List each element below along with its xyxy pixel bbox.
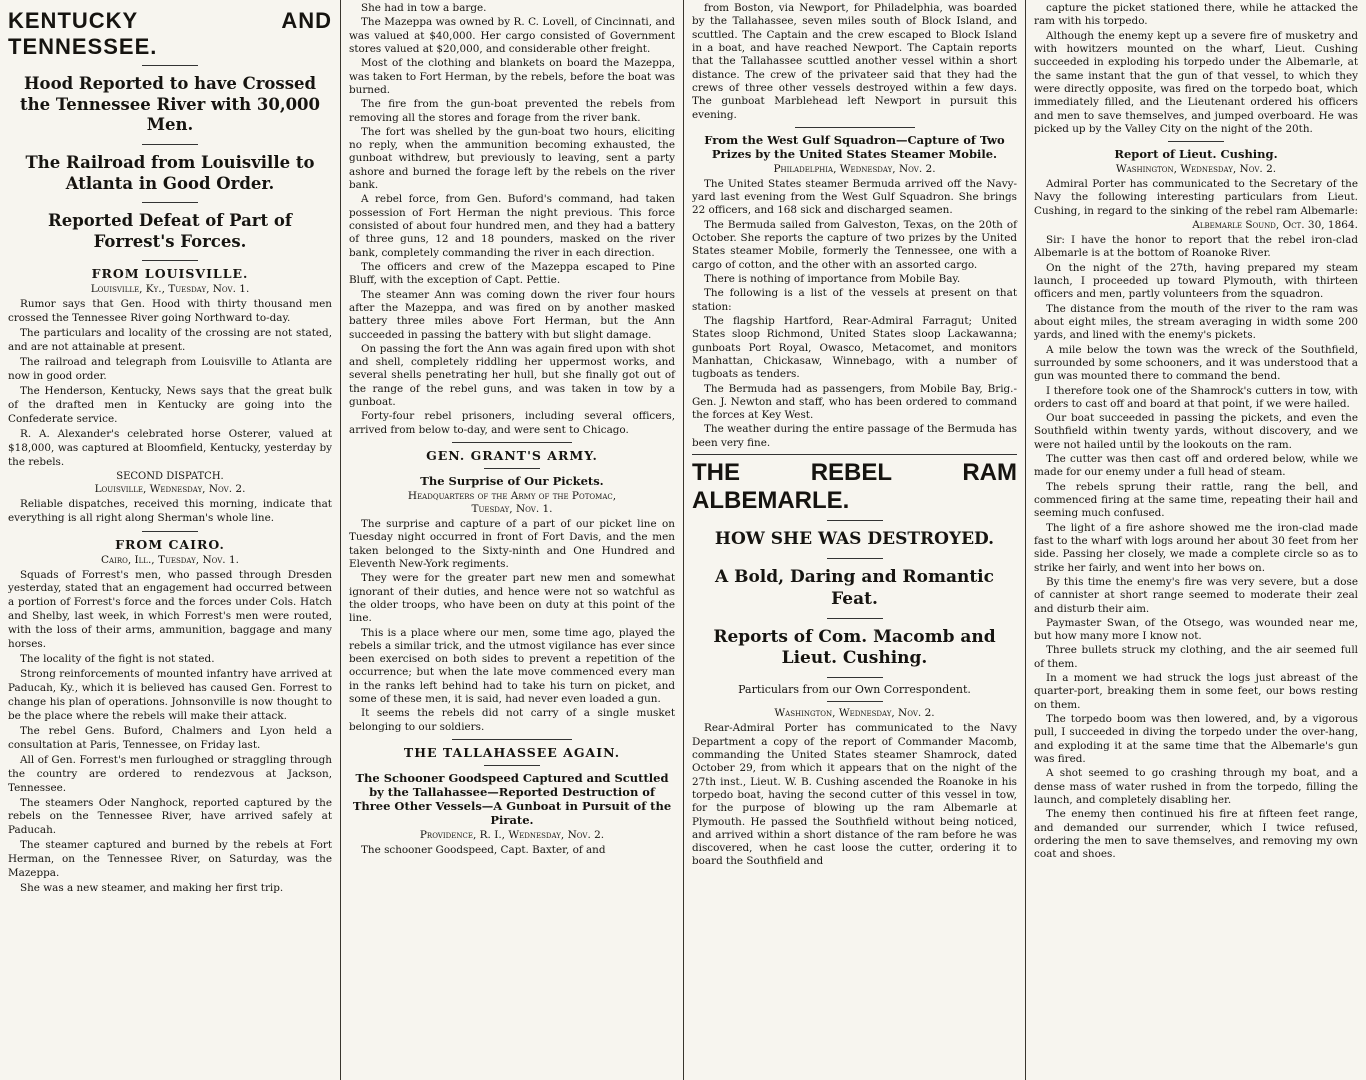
- paragraph: Reliable dispatches, received this morning, indicate that everything is all right along Sherman's whole line.: [8, 497, 332, 524]
- paragraph: Although the enemy kept up a severe fire of musketry and with howitzers mounted on the wharf, Lieut. Cushing succeeded in exploding his torpedo under the Albemarle, at the same instant that the gun of that vessel, to which they were directly opposite, was fired on the torpedo boat, which immediately filled, and the Lieutenant ordered his officers and men to save themselves, and jumped overboard. He was picked up by the Valley City on the night of the 20th.: [1034, 29, 1358, 135]
- paragraph: They were for the greater part new men and somewhat ignorant of their duties, and hence were not so watchful as the older troops, who have been on duty at this point of the line.: [349, 572, 675, 625]
- section-title-louisville: FROM LOUISVILLE.: [91, 266, 249, 282]
- column-3: [684, 0, 1025, 1080]
- paragraph: On the night of the 27th, having prepared my steam launch, I proceeded up toward Plymouth, with thirteen officers and men, partly volunteers from the squadron.: [1034, 261, 1358, 301]
- paragraph: The torpedo boom was then lowered, and, by a vigorous pull, I succeeded in diving the torpedo under the over-hang, and exploding it at the same time that the Albemarle's gun was fired.: [1034, 713, 1358, 765]
- paragraph: The enemy then continued his fire at fifteen feet range, and demanded our surrender, which I twice refused, ordering the men to save themselves, and removing my own coat and shoes.: [1034, 808, 1358, 861]
- paragraph: I therefore took one of the Shamrock's cutters in tow, with orders to cast off and board at that point, if we were hailed.: [1034, 384, 1358, 410]
- section-title-grant: GEN. GRANT'S ARMY.: [426, 448, 598, 463]
- paragraph: In a moment we had struck the logs just abreast of the quarter-port, breaking them in some feet, our bows resting on them.: [1034, 672, 1358, 711]
- headline-railroad: The Railroad from Louisville to Atlanta in Good Order.: [25, 152, 315, 193]
- paragraph: The fort was shelled by the gun-boat two hours, eliciting no reply, when the ammunition becoming exhausted, the gunboat withdrew, but previously to leaving, sent a party ashore and burned the forage left by the rebels on the river bank.: [349, 125, 675, 192]
- paragraph: On passing the fort the Ann was again fired upon with shot and shell, completely riddling her uppermost works, and several shells penetrating her hull, but she finally got out of the range of the rebel guns, and was taken in tow by a gunboat.: [349, 342, 675, 409]
- divider: [142, 531, 198, 532]
- column-2: [341, 0, 683, 1080]
- paragraph: The fire from the gun-boat prevented the rebels from removing all the stores and forage from the river bank.: [349, 98, 675, 124]
- paragraph: The weather during the entire passage of the Bermuda has been very fine.: [692, 423, 1017, 449]
- dateline: Philadelphia, Wednesday, Nov. 2.: [773, 162, 936, 175]
- paragraph: Admiral Porter has communicated to the Secretary of the Navy the following interesting particulars from Lieut. Cushing, in regard to the sinking of the rebel ram Albemarle:: [1034, 178, 1359, 217]
- paragraph: Forty-four rebel prisoners, including several officers, arrived from below to-day, and were sent to Chicago.: [349, 410, 675, 436]
- divider: [484, 468, 540, 469]
- paragraph: The Bermuda had as passengers, from Mobile Bay, Brig.-Gen. J. Newton and staff, who has been ordered to command the forces at Key West.: [692, 382, 1017, 422]
- paragraph: The particulars and locality of the crossing are not stated, and are not attainable at present.: [8, 327, 332, 354]
- paragraph: Our boat succeeded in passing the pickets, and even the Southfield within twenty yards, without discovery, and we were not hailed until by the lookouts on the ram.: [1034, 412, 1358, 451]
- dateline: Albemarle Sound, Oct. 30, 1864.: [1192, 219, 1358, 232]
- paragraph: This is a place where our men, some time ago, played the rebels a similar trick, and the utmost vigilance has ever since been exercised on both sides to prevent a repetition of the occurrence; but when the late move commenced every man in the ranks left behind had to take his turn on picket, and some of these men, it is said, had never even loaded a gun.: [349, 626, 675, 706]
- paragraph: capture the picket stationed there, while he attacked the ram with his torpedo.: [1034, 2, 1358, 28]
- headline-cushing-report: Report of Lieut. Cushing.: [1114, 147, 1278, 162]
- paragraph: By this time the enemy's fire was very severe, but a dose of cannister at short range seemed to moderate their zeal and disturb their aim.: [1034, 575, 1358, 615]
- divider: [827, 677, 883, 678]
- subhead-correspondent: Particulars from our Own Correspondent.: [738, 683, 971, 697]
- divider: [827, 558, 883, 559]
- divider: [827, 701, 883, 702]
- paragraph: The railroad and telegraph from Louisville to Atlanta are now in good order.: [8, 356, 332, 383]
- divider: [452, 442, 572, 443]
- paragraph: It seems the rebels did not carry of a single musket belonging to our soldiers.: [349, 707, 675, 733]
- paragraph: The cutter was then cast off and ordered below, while we made for our enemy under a full head of steam.: [1034, 453, 1358, 479]
- paragraph: Squads of Forrest's men, who passed through Dresden yesterday, stated that an engagement had occurred between a portion of Forrest's force and the forces under Cols. Hatch and Shelby, last week, in which Forrest's men were routed, with the loss of their arms, ammunition, baggage and many horses.: [8, 568, 332, 651]
- divider: [827, 520, 883, 521]
- divider: [142, 65, 198, 66]
- dateline: Washington, Wednesday, Nov. 2.: [1115, 163, 1277, 176]
- dateline: Washington, Wednesday, Nov. 2.: [774, 707, 935, 720]
- paragraph: The officers and crew of the Mazeppa escaped to Pine Bluff, with the exception of Capt. Pettie.: [349, 260, 675, 287]
- paragraph: The Bermuda sailed from Galveston, Texas, on the 20th of October. She reports the capture of two prizes by the United States steamer Mobile, formerly the Tennessee, one with a cargo of cotton, and the other with an assorted cargo.: [692, 218, 1017, 271]
- paragraph: A rebel force, from Gen. Buford's command, had taken possession of Fort Herman the night previous. This force consisted of about four hundred men, and they had a battery of three guns, 12 and 18 pounders, masked on the river bank, completely commanding the river in each direction.: [349, 193, 675, 259]
- paragraph: The schooner Goodspeed, Capt. Baxter, of and: [361, 844, 606, 857]
- paragraph: All of Gen. Forrest's men furloughed or straggling through the country are ordered to rendezvous at Jackson, Tennessee.: [8, 753, 332, 794]
- paragraph: The light of a fire ashore showed me the iron-clad made fast to the wharf with logs around her about 30 feet from her side. Passing her closely, we made a complete circle so as to strike her fairly, and went into her bows on.: [1034, 521, 1358, 574]
- headline-goodspeed: The Schooner Goodspeed Captured and Scuttled by the Tallahassee—Reported Destruction of Three Other Vessels—A Gunboat in Pursuit of the Pirate.: [352, 771, 672, 828]
- divider: [142, 144, 198, 145]
- headline-bold-feat: A Bold, Daring and Romantic Feat.: [714, 567, 994, 609]
- divider: [692, 454, 1017, 455]
- headline-forrest: Reported Defeat of Part of Forrest's Forces.: [48, 211, 292, 251]
- paragraph: She had in tow a barge.: [361, 2, 487, 14]
- column-4: [1026, 0, 1366, 1080]
- headline-how-destroyed: HOW SHE WAS DESTROYED.: [714, 529, 995, 550]
- dateline: Tuesday, Nov. 1.: [471, 503, 553, 516]
- column-1: [0, 0, 340, 1080]
- paragraph: A mile below the town was the wreck of the Southfield, surrounded by some schooners, and it was understood that a gun was mounted there to command the bend.: [1034, 343, 1358, 383]
- paragraph: The rebel Gens. Buford, Chalmers and Lyon held a consultation at Paris, Tennessee, on Friday last.: [8, 724, 332, 751]
- divider: [484, 765, 540, 766]
- paragraph: The steamers Oder Nanghock, reported captured by the rebels on the Tennessee River, have arrived safely at Paducah.: [8, 796, 332, 837]
- divider: [142, 202, 198, 203]
- divider: [1168, 141, 1224, 142]
- paragraph: Most of the clothing and blankets on board the Mazeppa, was taken to Fort Herman, by the rebels, before the boat was burned.: [349, 57, 675, 96]
- dateline: Louisville, Wednesday, Nov. 2.: [94, 482, 246, 495]
- subhead-second-dispatch: SECOND DISPATCH.: [116, 470, 224, 482]
- banner-kentucky-tennessee: KENTUCKY AND TENNESSEE.: [8, 8, 332, 59]
- paragraph: The Mazeppa was owned by R. C. Lovell, of Cincinnati, and was valued at $40,000. Her cargo consisted of Government stores valued at $20,000, and considerable other freight.: [349, 16, 675, 55]
- paragraph: The flagship Hartford, Rear-Admiral Farragut; United States sloop Richmond, United States sloop Lackawanna; gunboats Port Royal, Owasco, Metacomet, and monitors Manhattan, Chickasaw, Winnebago, with a number of tugboats as tenders.: [692, 314, 1017, 381]
- paragraph: R. A. Alexander's celebrated horse Osterer, valued at $18,000, was captured at Bloomfield, Kentucky, yesterday by the rebels.: [8, 427, 332, 468]
- divider: [142, 260, 198, 261]
- paragraph: Rear-Admiral Porter has communicated to the Navy Department a copy of the report of Commander Macomb, commanding the United States steamer Shamrock, dated October 29, from which it appears that on the night of the 27th inst., Lieut. W. B. Cushing ascended the Roanoke in his torpedo boat, having the second cutter of this vessel in tow, for the purpose of blowing up the ram Albemarle at Plymouth. He passed the Southfield without being noticed, and arrived within a short distance of the ram before he was discovered, when he cast loose the cutter, ordering it to board the Southfield and: [692, 722, 1017, 868]
- section-title-tallahassee: THE TALLAHASSEE AGAIN.: [403, 745, 621, 761]
- paragraph: She was a new steamer, and making her first trip.: [20, 882, 284, 895]
- headline-reports: Reports of Com. Macomb and Lieut. Cushing.: [713, 626, 996, 669]
- paragraph: The Henderson, Kentucky, News says that the great bulk of the drafted men in Kentucky are going into the Confederate service.: [8, 385, 332, 425]
- dateline: Cairo, Ill., Tuesday, Nov. 1.: [100, 553, 240, 566]
- paragraph: from Boston, via Newport, for Philadelphia, was boarded by the Tallahassee, seven miles south of Block Island, and scuttled. The Captain and the crew escaped to Block Island in a boat, and have reached Newport. The Captain reports that the Tallahassee scuttled another vessel within a short distance. The crew of the privateer said that they had the crews of three other vessels destroyed within a few days. The gunboat Marblehead left Newport in pursuit this evening.: [692, 2, 1017, 121]
- divider: [827, 618, 883, 619]
- paragraph: The steamer Ann was coming down the river four hours after the Mazeppa, and was fired on by another masked battery three miles above Fort Herman, but the Ann succeeded in passing the battery with but slight damage.: [349, 288, 675, 341]
- paragraph: The surprise and capture of a part of our picket line on Tuesday night occurred in front of Fort Davis, and the men taken belonged to the Sixty-ninth and One Hundred and Eleventh New-York regiments.: [349, 518, 675, 570]
- paragraph: The locality of the fight is not stated.: [20, 653, 215, 666]
- paragraph: There is nothing of importance from Mobile Bay.: [704, 273, 961, 286]
- dateline: Louisville, Ky., Tuesday, Nov. 1.: [90, 283, 250, 296]
- paragraph: Sir: I have the honor to report that the rebel iron-clad Albemarle is at the bottom of Roanoke River.: [1034, 234, 1358, 260]
- paragraph: Rumor says that Gen. Hood with thirty thousand men crossed the Tennessee River going Northward to-day.: [8, 298, 332, 325]
- paragraph: A shot seemed to go crashing through my boat, and a dense mass of water rushed in from the torpedo, filling the launch, and completely disabling her.: [1034, 767, 1358, 806]
- section-title-cairo: FROM CAIRO.: [115, 536, 225, 552]
- headline-hood: Hood Reported to have Crossed the Tennessee River with 30,000 Men.: [19, 74, 321, 135]
- banner-rebel-ram: THE REBEL RAM ALBEMARLE.: [692, 459, 1017, 515]
- paragraph: The steamer captured and burned by the rebels at Fort Herman, on the Tennessee River, on Saturday, was the Mazeppa.: [8, 839, 332, 880]
- paragraph: The United States steamer Bermuda arrived off the Navy-yard last evening from the West Gulf Squadron. She brings 22 officers, and 168 sick and discharged seamen.: [692, 177, 1017, 217]
- divider: [795, 127, 915, 128]
- paragraph: Three bullets struck my clothing, and the air seemed full of them.: [1034, 644, 1358, 670]
- paragraph: The following is a list of the vessels at present on that station:: [692, 287, 1017, 313]
- dateline: Headquarters of the Army of the Potomac,: [407, 490, 617, 503]
- paragraph: Strong reinforcements of mounted infantry have arrived at Paducah, Ky., which it is believed has caused Gen. Forrest to change his plan of operations. Johnsonville is now thought to be the place where the rebels will make their attack.: [8, 668, 332, 722]
- paragraph: Paymaster Swan, of the Otsego, was wounded near me, but how many more I know not.: [1034, 616, 1358, 643]
- headline-surprise-pickets: The Surprise of Our Pickets.: [420, 474, 604, 488]
- divider: [452, 739, 572, 740]
- dateline: Providence, R. I., Wednesday, Nov. 2.: [419, 829, 605, 842]
- paragraph: The rebels sprung their rattle, rang the bell, and commenced firing at the same time, repeating their hail and seeming much confused.: [1034, 480, 1358, 520]
- headline-west-gulf: From the West Gulf Squadron—Capture of Two Prizes by the United States Steamer Mobile.: [704, 132, 1005, 161]
- paragraph: The distance from the mouth of the river to the ram was about eight miles, the stream averaging in width some 200 yards, and lined with the enemy's pickets.: [1034, 302, 1358, 342]
